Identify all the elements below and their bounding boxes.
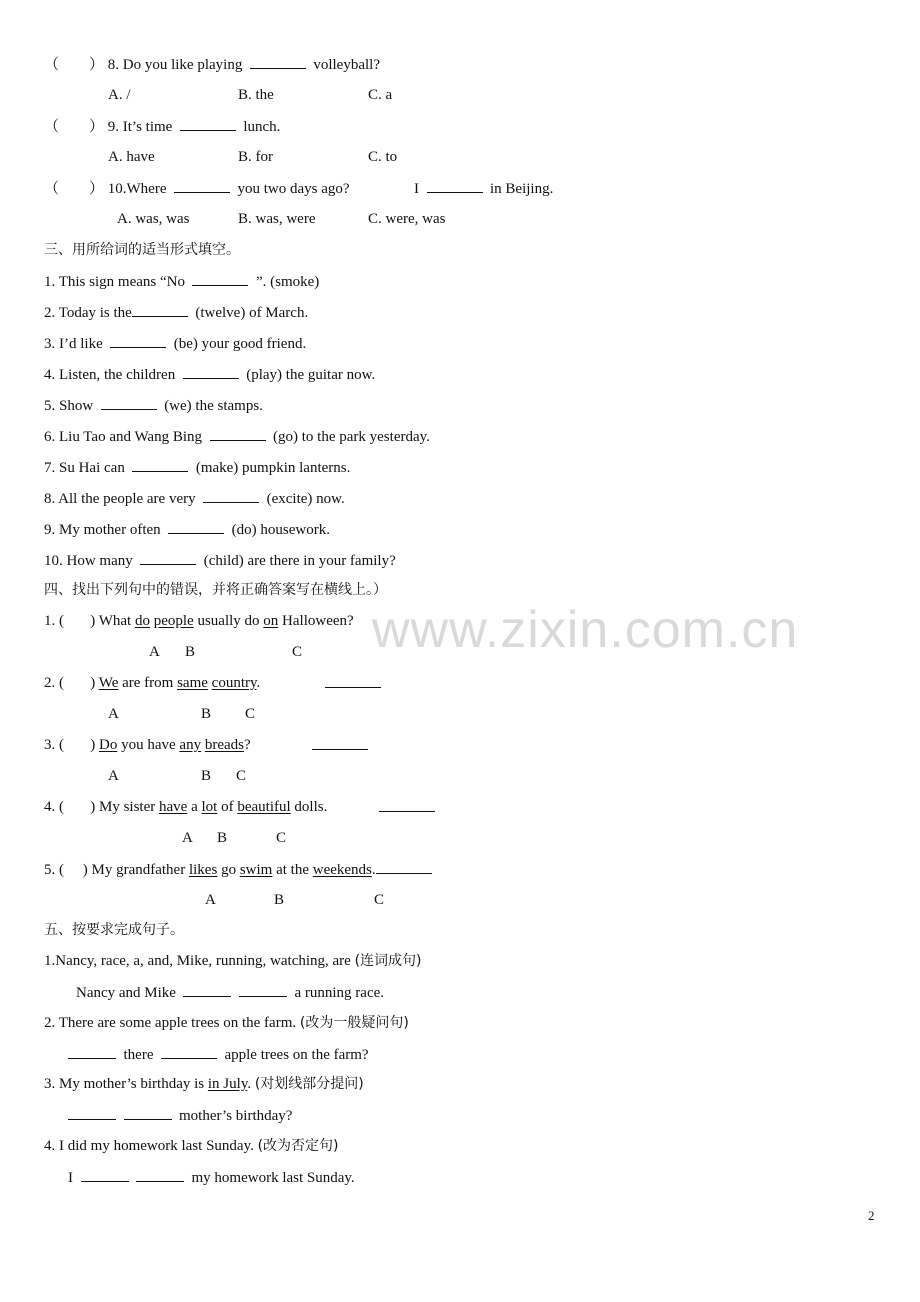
item-number: 2. (	[44, 675, 64, 691]
item-text: 3. My mother’s birthday is	[44, 1076, 205, 1092]
page-number: 2	[868, 1208, 875, 1223]
answer-blank[interactable]	[180, 116, 236, 131]
answer-blank[interactable]	[68, 1044, 116, 1059]
item-text: are from	[122, 675, 174, 691]
answer-blank[interactable]	[183, 364, 239, 379]
underlined-a: Do	[99, 737, 118, 753]
item-text: 1. This sign means “No	[44, 274, 185, 290]
correction-line[interactable]	[312, 735, 368, 755]
letter-c: C	[292, 644, 303, 660]
item-text: my homework last Sunday.	[191, 1170, 355, 1186]
fill-item-8	[44, 488, 345, 508]
item-number: 3. (	[44, 737, 64, 753]
item-text: a	[191, 799, 198, 815]
letter-b: B	[185, 644, 196, 660]
item-text: (be) your good friend.	[173, 336, 307, 352]
letter-b: B	[274, 892, 285, 908]
answer-blank[interactable]	[427, 178, 483, 193]
item-text: 6. Liu Tao and Wang Bing	[44, 429, 203, 445]
instruction: (对划线部分提问)	[254, 1076, 364, 1092]
question-8	[44, 54, 380, 74]
option-c: C. were, was	[368, 211, 446, 227]
option-b: B. was, were	[238, 211, 316, 227]
item-text: .	[371, 862, 376, 878]
item-text: .	[256, 675, 261, 691]
option-c: C. to	[368, 149, 398, 165]
underlined-b: lot	[201, 799, 218, 815]
item-text: ?	[244, 737, 251, 753]
option-a: A. have	[108, 149, 155, 165]
fill-item-2	[44, 302, 308, 322]
item-text: 4. Listen, the children	[44, 367, 176, 383]
item-text: 7. Su Hai can	[44, 460, 125, 476]
fill-item-3	[44, 333, 306, 353]
underlined-c: weekends	[312, 862, 372, 878]
item-text: ) My grandfather	[82, 862, 186, 878]
option-a: A. was, was	[117, 211, 190, 227]
underlined-a: do	[134, 613, 150, 629]
underlined-a: have	[159, 799, 188, 815]
underlined-phrase: in July	[207, 1076, 248, 1092]
error-item-4	[44, 797, 327, 817]
underlined-c: country	[211, 675, 257, 691]
item-text: )	[90, 737, 96, 753]
answer-blank[interactable]	[161, 1044, 217, 1059]
watermark-text: www.zixin.com.cn	[372, 601, 799, 659]
item-text: (twelve) of March.	[195, 305, 309, 321]
item-text: 2. Today is the	[44, 305, 132, 321]
item-text: (child) are there in your family?	[203, 553, 396, 569]
rewrite-answer-4	[68, 1167, 355, 1187]
section-5-heading: 五、按要求完成句子。	[44, 922, 184, 938]
question-text: 10.Where	[107, 181, 167, 197]
fill-item-9	[44, 519, 330, 539]
letter-b: B	[201, 706, 212, 722]
answer-blank[interactable]	[168, 519, 224, 534]
answer-paren-gap[interactable]	[64, 675, 90, 691]
correction-line[interactable]	[379, 797, 435, 817]
answer-blank[interactable]	[68, 1105, 116, 1120]
answer-blank[interactable]	[250, 54, 306, 69]
item-text: ) What	[90, 613, 132, 629]
underlined-a: likes	[188, 862, 218, 878]
item-text: a running race.	[294, 985, 385, 1001]
answer-blank[interactable]	[101, 395, 157, 410]
answer-paren-gap[interactable]	[64, 737, 90, 753]
error-item-1	[44, 611, 354, 631]
letter-a: A	[108, 768, 119, 784]
item-text: (do) housework.	[231, 522, 330, 538]
item-text: (make) pumpkin lanterns.	[195, 460, 351, 476]
underlined-a: We	[98, 675, 119, 691]
item-text: 4. I did my homework last Sunday.	[44, 1138, 254, 1154]
item-text: 3. I’d like	[44, 336, 103, 352]
option-c: C. a	[368, 87, 393, 103]
item-text: there	[123, 1047, 154, 1063]
answer-blank[interactable]	[174, 178, 230, 193]
item-text: of	[221, 799, 234, 815]
item-text: go	[221, 862, 237, 878]
underlined-c: breads	[204, 737, 244, 753]
item-number: 4. (	[44, 799, 64, 815]
item-text: .	[247, 1076, 252, 1092]
answer-blank[interactable]	[239, 982, 287, 997]
item-text: Nancy and Mike	[76, 985, 176, 1001]
answer-blank[interactable]	[132, 302, 188, 317]
fill-item-10	[44, 550, 396, 570]
item-text: (we) the stamps.	[164, 398, 263, 414]
rewrite-item-2	[44, 1013, 409, 1033]
fill-item-6	[44, 426, 430, 446]
question-text: 9. It’s time	[107, 119, 173, 135]
letter-c: C	[245, 706, 256, 722]
letter-a: A	[108, 706, 119, 722]
item-text: 1.Nancy, race, a, and, Mike, running, watching, are	[44, 953, 351, 969]
correction-line[interactable]	[376, 859, 432, 874]
option-b: B. the	[238, 87, 274, 103]
answer-paren-gap[interactable]	[64, 862, 83, 878]
question-text: you two days ago?	[237, 181, 350, 197]
letter-a: A	[149, 644, 160, 660]
question-text: I	[414, 181, 419, 197]
answer-blank[interactable]	[124, 1105, 172, 1120]
instruction: (连词成句)	[354, 953, 422, 969]
answer-blank[interactable]	[132, 457, 188, 472]
section-4-heading: 四、找出下列句中的错误，并将正确答案写在横线上。）	[44, 582, 387, 598]
letter-c: C	[276, 830, 287, 846]
answer-blank[interactable]	[140, 550, 196, 565]
item-text: (excite) now.	[266, 491, 345, 507]
answer-blank[interactable]	[192, 271, 248, 286]
rewrite-item-3	[44, 1074, 364, 1094]
answer-blank[interactable]	[210, 426, 266, 441]
question-10-answer	[414, 178, 553, 198]
option-b: B. for	[238, 149, 273, 165]
answer-blank[interactable]	[136, 1167, 184, 1182]
underlined-b: swim	[239, 862, 273, 878]
error-item-5	[44, 859, 432, 879]
answer-blank[interactable]	[110, 333, 166, 348]
answer-paren[interactable]: （ ）	[44, 57, 105, 73]
underlined-c: on	[263, 613, 279, 629]
rewrite-answer-1	[76, 982, 384, 1002]
section-3-heading: 三、用所给词的适当形式填空。	[44, 242, 240, 258]
fill-item-1	[44, 271, 319, 291]
letter-a: A	[182, 830, 193, 846]
item-text: 2. There are some apple trees on the farm.	[44, 1015, 297, 1031]
answer-paren-gap[interactable]	[64, 613, 90, 629]
question-text: lunch.	[243, 119, 281, 135]
item-text: ) My sister	[90, 799, 156, 815]
underlined-b: any	[179, 737, 202, 753]
letter-c: C	[236, 768, 247, 784]
error-item-3	[44, 735, 251, 755]
letter-b: B	[201, 768, 212, 784]
item-text: usually do	[197, 613, 260, 629]
question-text: in Beijing.	[490, 181, 554, 197]
question-10	[44, 178, 350, 198]
item-text: )	[90, 675, 96, 691]
option-a: A. /	[108, 87, 131, 103]
error-item-2	[44, 673, 260, 693]
item-text: 8. All the people are very	[44, 491, 196, 507]
answer-blank[interactable]	[203, 488, 259, 503]
correction-line[interactable]	[325, 673, 381, 693]
item-text: mother’s birthday?	[179, 1108, 293, 1124]
item-text: Halloween?	[282, 613, 354, 629]
item-text: at the	[276, 862, 309, 878]
question-9	[44, 116, 280, 136]
question-text: volleyball?	[313, 57, 380, 73]
answer-paren-gap[interactable]	[64, 799, 90, 815]
item-text: ”. (smoke)	[255, 274, 320, 290]
item-number: 5. (	[44, 862, 64, 878]
item-text: 5. Show	[44, 398, 94, 414]
item-text: (go) to the park yesterday.	[273, 429, 430, 445]
instruction: (改为一般疑问句)	[299, 1015, 409, 1031]
letter-a: A	[205, 892, 216, 908]
underlined-b: same	[177, 675, 208, 691]
rewrite-answer-2	[68, 1044, 369, 1064]
rewrite-answer-3	[68, 1105, 292, 1125]
rewrite-item-4	[44, 1136, 339, 1156]
answer-blank[interactable]	[81, 1167, 129, 1182]
item-text: dolls.	[294, 799, 328, 815]
item-text: I	[68, 1170, 73, 1186]
underlined-c: beautiful	[237, 799, 291, 815]
item-text: 9. My mother often	[44, 522, 161, 538]
question-text: 8. Do you like playing	[107, 57, 243, 73]
letter-b: B	[217, 830, 228, 846]
item-text: you have	[121, 737, 176, 753]
fill-item-4	[44, 364, 375, 384]
rewrite-item-1	[44, 951, 422, 971]
instruction: (改为否定句)	[257, 1138, 339, 1154]
answer-paren[interactable]: （ ）	[44, 119, 105, 135]
underlined-b: people	[153, 613, 194, 629]
item-number: 1. (	[44, 613, 64, 629]
item-text: 10. How many	[44, 553, 133, 569]
fill-item-5	[44, 395, 263, 415]
item-text: (play) the guitar now.	[246, 367, 376, 383]
answer-paren[interactable]: （ ）	[44, 181, 105, 197]
item-text: apple trees on the farm?	[224, 1047, 369, 1063]
fill-item-7	[44, 457, 350, 477]
answer-blank[interactable]	[183, 982, 231, 997]
letter-c: C	[374, 892, 385, 908]
